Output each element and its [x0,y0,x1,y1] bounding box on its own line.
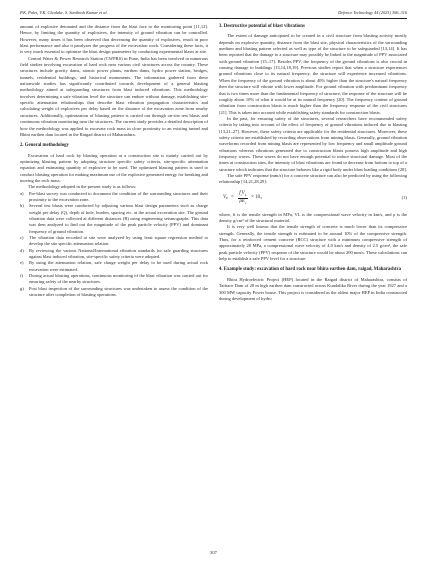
equation-lhs-subscript: P [226,196,228,201]
list-item-label: d) [20,247,24,253]
list-item-label: f) [20,273,23,279]
section-heading-destructive-potential: 3. Destructive potential of blast vibrations [219,24,305,29]
paragraph: amount of explosive detonated and the distance from the blast face to the monitoring point [11,12]. Hence, by limiting the quantity of explosives, the intensity of ground vibration can be controlled. However, many times it has been observed that decreasing the quantity of explosives, result in poor blast performance and also it paralyzes the progress of the excavation work. Considering these facts, it is very much essential to optimize the blast design parameters by conducting experimental blasts at site. [20,24,208,55]
list-item-text: By using the attenuation relation, safe charge weight per delay to be used during actual rock excavation were estimated. [29,260,208,272]
header-rule [20,18,407,19]
numerator-v-subscript: L [244,192,247,197]
list-item-text: Post blast inspection of the surrounding structures was undertaken to assess the condition of the structure after completion of blasting operations. [29,285,208,298]
numerator-f-subscript: t [240,192,242,197]
paragraph: Bhira Hydroelectric Project (HEP) located in the Raigad district of Maharashtra, consists of Tailrace Dam of 28 m high earthen dam constructed across Kundalika River during the year 1927 and a 300 MW capacity Power house. This project is considered as the oldest major HEP in India constructed during development of hydro [219,276,407,301]
list-item [20,286,208,299]
running-header-journal: Defence Technology 44 (2025) 306–316 [338,10,407,15]
numerator-v: V [241,190,245,196]
list-item [20,260,208,273]
list-item-text: Several test blasts were conducted by adjusting various blast design parameters such as charge weight per delay (Q), depth of hole, burden, spacing etc. at the actual excavation site. The ground vibration data were collected at different distances (R) using engineering seismographs. This data was then analyzed to find out the magnitude of the peak particle velocity (PPV) and dominant frequency of ground vibration. [29,203,208,234]
list-item [20,248,208,261]
paragraph: Excavation of hard rock by blasting operation at a construction site is mainly carried out by optimizing blasting pattern by adopting structure specific safety criteria, site-specific attenuation equation and estimating quantity of explosive to be used. The optimized blasting pattern is used to conduct blasting operation for making maximum use of the explosive generated energy for breaking and moving the rock mass. [20,152,208,183]
paragraph: Central Water & Power Research Station (CWPRS) in Pune, India has been involved in numerous field studies involving excavation of hard rock near various civil structures across the country. These structures include gravity dams, atomic power plants, earthen dams, hydro power station, bridges, tunnels, residential buildings, and historical monuments. The information gathered from these nationwide studies has significantly contributed towards development of a general blasting methodology aimed at safeguarding structures from blast induced vibrations. This methodology involves determining a safe vibration level the structure can endure without damage, establishing site-specific attenuation relationships that describe blast vibration propagation characteristics and calculating weight of explosives per delay based on the distance of the excavation zone from nearby structures. Additionally, optimization of blasting pattern is carried out through on-site test blasts and continuous vibration monitoring near the structures. The current study provides a detailed description of how the methodology was applied to excavate rock mass in close proximity to an existing tunnel and Bhira earthen dam located in the Raigad district of Maharashtra. [20,55,208,137]
paragraph: In the past, for ensuring safety of the structures, several researchers have recommended safety criteria by taking into account of the effect of frequency of ground vibrations induced due to blasting [13,21–27]. However, these safety criteria are applicable for the residential structures. Moreover, these safety criteria are established by recording observations from mining blasts. Generally, ground vibration waveforms recorded from mining blasts are represented by low frequency and small amplitude ground vibrations whereas vibrations generated due to construction blasts possess high amplitude and high frequency waves. These waves do not have enough potential to induce structural damage. Most of the times at construction sites, the intensity of blast vibrations are found to decrease from bottom to top of a structure which indicates that the structure behaves like a rigid body under blast loading conditions [28]. [219,115,407,172]
paragraph: The extent of damage anticipated to be created in a civil structure from blasting activity mostly depends on explosive quantity, distance from the blast site, physical characteristics of the surrounding medium and blasting pattern selected as well as type of the structure to be safeguarded [13,14]. It has been reported that the damage to a structure may possibly be linked to the magnitude of PPV associated with ground vibration [15–17]. Besides PPV, the frequency of the ground vibrations is also crucial in causing damage to buildings [13,14,18,19]. Previous studies report that when a structure experiences ground vibrations close to its natural frequency, the structure will experience increased vibrations. When the frequency of the ground vibration is about 40% higher than the structure's natural frequency then the structure will vibrate with lower amplitude. For ground vibration with predominant frequency that is two times more than the fundamental frequency of structure, the response of the structure will be roughly about 10% of what it would be at its natural frequency [20]. The frequency content of ground vibration from construction blasts is much higher than the frequency response of the civil structures [21]. This is taken into account while establishing safety standards for construction blasts. [219,33,407,115]
page-number: 307 [210,550,217,555]
equation-1 [219,191,407,207]
list-item-text: By reviewing the various National/International vibration standards for safe guarding structures against blast induced vibration, site-specific safety criteria were adopted. [29,247,208,260]
denominator-text: ρE [239,199,245,205]
list-item [20,203,208,235]
equation-denominator [239,199,246,207]
equation-equals: = [230,195,234,201]
list-item [20,191,208,204]
list-item-text: The vibration data recorded at site were analyzed by using least square regression method to develop the site specific attenuation relation. [29,235,208,247]
paragraph: where, ft is the tensile strength in MPa, VL is the compressional wave velocity in km/s, and ρ is the density g/cm³ of the structural material. [219,211,407,223]
list-item-label: e) [20,260,24,266]
running-header-authors: P.K. Palei, V.K. Chodake, S. Santhosh Kumar et al. [20,10,108,15]
paragraph: It is very well known that the tensile strength of concrete is much lower than its compressive strength. Generally, the tensile strength is estimated to be around 10% of the compressive strength. Thus, for a reinforced cement concrete (RCC) structure with a minimum compressive strength of approximately 20 MPa, a compressional wave velocity of 4.0 km/s and density of 2.5 g/cm³, the safe peak particle velocity (PPV) response of the structure would be about 200 mm/s. These calculations can help to establish a safe PPV level for a structure. [219,224,407,262]
equation-times: × 10 [251,195,261,201]
equation-numerator [238,191,247,200]
denominator-subscript: c [244,201,247,206]
paragraph: The methodology adopted in the present study is as follows: [28,184,137,190]
equation-fraction [238,191,247,207]
section-heading-general-methodology: 2. General methodology [20,143,69,149]
methodology-list [20,191,208,299]
list-item [20,235,208,248]
left-column [20,24,208,299]
list-item-text: Pre-blast survey was conducted to document the condition of the surrounding structures and their proximity to the excavation zone. [29,190,208,202]
list-item-label: a) [20,190,24,196]
right-column [219,24,407,302]
list-item-label: c) [20,235,24,241]
equation-exponent: 3 [260,196,262,201]
list-item [20,273,208,286]
equation-body [219,191,395,207]
list-item-text: During actual blasting operations, continuous monitoring of the blast vibration was carried out for ensuring safety of the nearby structures. [29,273,208,285]
list-item-label: g) [20,285,24,291]
numerator-f: f [239,190,241,196]
paragraph: The safe PPV response (mm/s) for a concrete structure can also be predicted by using the following relationship [14,21,28,29]: [219,172,407,185]
section-heading-example-study: 4. Example study: excavation of hard rock near bhira earthen dam, raigad, Maharashtra [219,267,401,273]
equation-lhs: V [223,195,227,201]
equation-number: (1) [401,195,407,201]
list-item-label: b) [20,203,24,209]
